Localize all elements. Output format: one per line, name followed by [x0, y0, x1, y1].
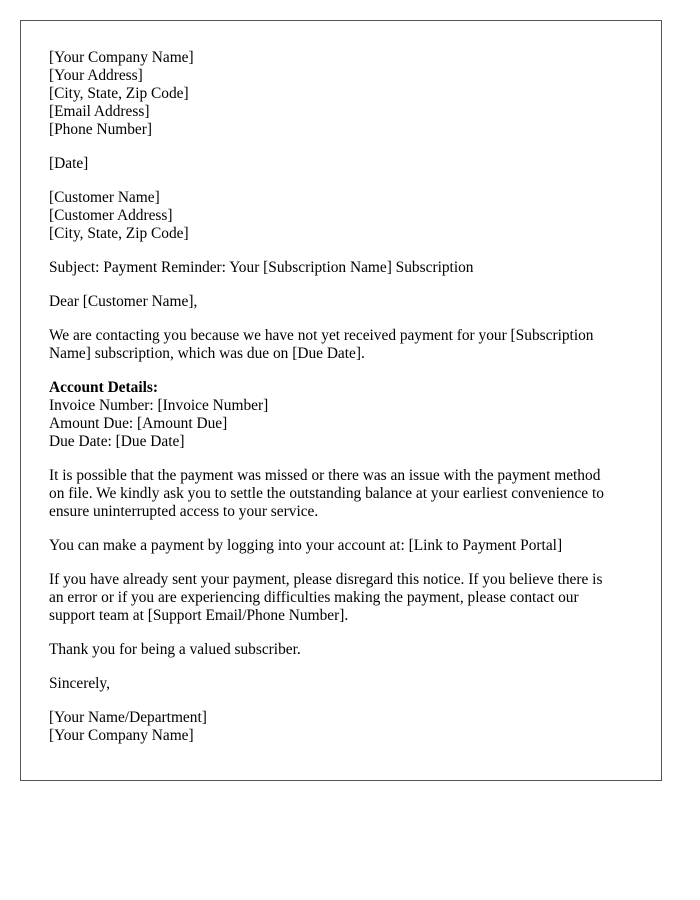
possible-issue-paragraph — [49, 467, 633, 521]
disregard-line: an error or if you are experiencing difficulties making the payment, please contact our — [49, 589, 579, 606]
thanks-paragraph — [49, 641, 633, 659]
signature-block — [49, 709, 633, 745]
letter-date: [Date] — [49, 155, 89, 172]
payment-link-paragraph — [49, 537, 633, 555]
sender-company: [Your Company Name] — [49, 49, 194, 66]
possible-issue-line: on file. We kindly ask you to settle the outstanding balance at your earliest convenience to — [49, 485, 604, 502]
signature-company: [Your Company Name] — [49, 727, 194, 744]
account-details-block — [49, 379, 633, 451]
letter-page — [20, 20, 662, 781]
disregard-line: support team at [Support Email/Phone Number]. — [49, 607, 349, 624]
recipient-block — [49, 189, 633, 243]
recipient-city-state-zip: [City, State, Zip Code] — [49, 225, 189, 242]
recipient-address: [Customer Address] — [49, 207, 173, 224]
recipient-name: [Customer Name] — [49, 189, 160, 206]
thanks-text: Thank you for being a valued subscriber. — [49, 641, 301, 658]
sender-city-state-zip: [City, State, Zip Code] — [49, 85, 189, 102]
disregard-paragraph — [49, 571, 633, 625]
subject-line — [49, 259, 633, 277]
closing-paragraph — [49, 675, 633, 693]
sender-address: [Your Address] — [49, 67, 143, 84]
possible-issue-line: ensure uninterrupted access to your service. — [49, 503, 319, 520]
due-date: Due Date: [Due Date] — [49, 433, 185, 450]
date-block — [49, 155, 633, 173]
closing-text: Sincerely, — [49, 675, 110, 692]
salutation-text: Dear [Customer Name], — [49, 293, 198, 310]
disregard-line: If you have already sent your payment, please disregard this notice. If you believe there is — [49, 571, 603, 588]
signature-name: [Your Name/Department] — [49, 709, 207, 726]
payment-link-text: You can make a payment by logging into your account at: [Link to Payment Portal] — [49, 537, 563, 554]
invoice-number: Invoice Number: [Invoice Number] — [49, 397, 269, 414]
subject-text: Subject: Payment Reminder: Your [Subscription Name] Subscription — [49, 259, 474, 276]
sender-email: [Email Address] — [49, 103, 150, 120]
salutation — [49, 293, 633, 311]
intro-line: We are contacting you because we have not yet received payment for your [Subscription — [49, 327, 594, 344]
sender-block — [49, 49, 633, 139]
intro-paragraph — [49, 327, 633, 363]
possible-issue-line: It is possible that the payment was missed or there was an issue with the payment method — [49, 467, 601, 484]
amount-due: Amount Due: [Amount Due] — [49, 415, 228, 432]
account-details-heading: Account Details: — [49, 379, 158, 396]
sender-phone: [Phone Number] — [49, 121, 153, 138]
intro-line: Name] subscription, which was due on [Due Date]. — [49, 345, 365, 362]
